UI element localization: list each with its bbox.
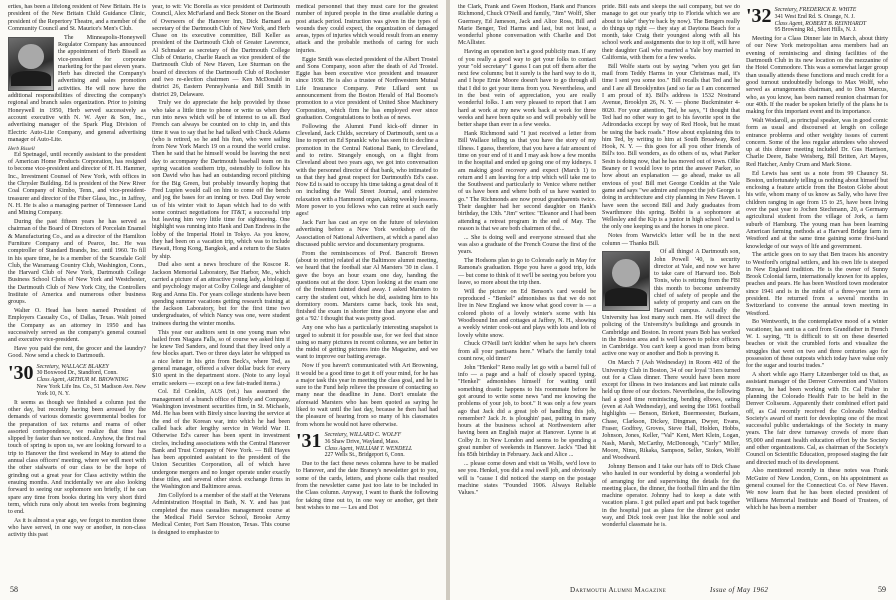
right-page — [450, 0, 896, 600]
running-footer-issue — [710, 586, 768, 594]
paragraph: Hank Richmond said "I just received a letter from Bill Wallace telling us that you have the story of my illness. I guess, therefore, that you have a fair amount of time on your end of it and I may ask how a few months in the hospital and ended up going one of my kidneys. I am making good recovery and expect (March 1) to return and I am leaving for a trip which will take me to the Southwest and particularly to Venice where neither of us have been and where both of us have wanted to go." The Richmonds are now proud grandparents twice. Their daughter had her second daughter on Hank's birthday, the 13th. "Jim" writes: "Eleanor and I had been attending a retreat program in the end of May. The reason is that we are both chairmen of the... — [458, 131, 596, 232]
left-page — [0, 0, 446, 600]
paragraph: A short while ago Harry Litzenberger told us that, as assistant manager of the Denver Convention and Visitors Bureau, he had been working with Dr. Cal Fisher in planning the Colorado Health Fair to be held in the Denver Coliseum. Apparently their combined effort paid off, as Cal recently received the Colorado Medical Society's award of merit for developing one of the most successful public undertakings of the Society in many years. The fair drew turnaway crowds of more than 95,000 and meant health education effort by the Society and other organizations. Cal, as chairman of the Society's Council on Scientific Education, proposed staging the fair and directed much of its development. — [746, 372, 888, 466]
paragraph: Due to the fact these news columns have to be mailed to Hanover, and the date Braney's newsletter got to you, some of the cards, letters, and phone calls that resulted from the newsletter came just too late to be included in the Class column. Anyway, I want to thank the following for taking time out to, in one way or another, get their best wishes to me — Les and Dot — [296, 461, 438, 511]
paragraph: pride. Bill eats and sleeps the sail company, but we do manage to get our yearly trip to Florida which we are about to take" they're back by now). The Bengers really do things up right — they stay at Daytona Beach for a month, take Craig their youngest along with all his school work and assignments due to top it off, will have their daughter Gail who married a Yale boy married in California, with them for a few weeks. — [602, 4, 740, 62]
paragraph: Ed Spetnagel, until recently assistant to the president of American Home Products Corporation, has resigned to become vice-president and director of H. H. Hammer, Inc., Investment Counsel of New York, with offices in the Chrysler Building. Ed is president of the New River Coal Company of Kimbo, Tenn., and vice-president-treasurer and director of the Fiber Glass, Inc., in Jaffrey, N. H. He is also a managing partner of Tennessee Land and Mining Company. — [8, 151, 146, 217]
paragraph: ... She is doing well and everyone stressed that she was also a graduate of the French Course the first of the years. — [458, 234, 596, 256]
class-secretary: Secretary, WILLARD C. WOLFF — [324, 431, 402, 438]
paragraph: Bill Wolfe starts out by saying "when you get fan mail from Teddy Harms in your Christmas mail, it's time I sent you some too." Bill recalls that Ted and he and I are all Brooklynites (and so far as I am concerned I am proud of it). Bill's address is 1532 Nostrand Avenue, Brooklyn 26, N. Y. — phone Buckminster 4-8020. For your attention, Ted, he says, "I thought that Ted had no other way to get to his favorite spot in the Adirondacks except by way of Red Hook, but he must be using the back roads." How about explaining this to him Ted, by writing to him at South Broadway, Red Hook, N. Y. — this goes for all you other friends of Bill's too. Bill wonders, as do others of us, what Parker Sesin is doing now, that he has moved out of town. Ollie Beaney or I would love to print the answer Parker, so how about an explanation — go ahead, make us all envious of you! Bill met George Conklin at the Yale game and says "we admire and respect the job George is doing in architecture and city planning in New Haven. I have seen the second Bill and Judy graduates from Swarthmore this spring. Bobbi is a sophomore at Wellesley and the Kip is a junior in high school "and is the only one keeping us and the horses in one piece. — [602, 63, 740, 231]
paragraph: Of all things! A Dartmouth son, John Powell '40, is security director at Yale, and now we have to take care of Harvard too. Bob Tonis, who is retiring from the FBI this month to become university chief of safety of people and the safety of property and cars on the Harvard campus. Actually the University has lost many such men. He will direct the policing of the University's buildings and grounds in Cambridge and Boston. In recent years Bob has worked in the Boston area and is well known to police officers in Cambridge. You can't keep a good man from being active one way or another and Bob is proving it. — [602, 249, 740, 358]
paragraph: Eggie Smith was elected president of the Albert Trostel and Sons Company, soon after the death of Ad Trostel. Eggie has been executive vice president and treasurer since 1938. He is also a trustee of Northwestern Mutual Life Insurance Company. Pete Lillard sent us announcement from the Boston Herald of Hal Boomo's promotion to a vice president of United Shoe Machinery Corporation, which firm he has employed ever since graduation. Congratulations to both as of news. — [296, 56, 438, 121]
paragraph: Chuck O'Neill isn't kiddin' when he says he's cheers from all your partisans here." What's the family total count now, old timer? — [458, 341, 596, 362]
paragraph: Johnny Benson and I take our hats off to Dick Chase who hauled in our wonderful by doing a wonderful job of arranging for and supervising the details for the meeting place, the dinner, the football film and the film machine operator. Johnny had to keep a date with vacation plans. I got pulled apart and put back together in the hospital just as plans for the dinner got under way, and Dick took over just like the noble soul and wonderful classmate he is. — [602, 463, 740, 529]
paragraph: Dud also sent a news brochure of the Koscoe R. Jackson Memorial Laboratory, Bar Harbor, Me., which carried a picture of an attractive young lady, a biologist, and psychology major at Colby College and daughter of Reg and Anna Eis. For years college students have been spending summer vacations getting research training at the Jackson Laboratory, but for the first time two undergraduates, of which Nancy was one, were student trainees during the winter months. — [152, 262, 290, 327]
paragraph: Truly we do appreciate the help provided by those who take a little time to phone or write us when they run into news which will be of interest to us all. Bud French can always be counted on to chip in, and this time it was to say that he had talked with Chuck Adams (who is retired, so he and his fran, who were sailing from New York March 19 on a round the world cruise. Then he said that he himself would be leaving the next day to accompany the Dartmouth baseball team on its spring vacation southern trip, ostensibly to follow his son David who has had an outstanding record pitching for the Big Green, but probably inwardly hoping that Fred Lupien would call on him to come off the bench and jog the bases for an inning or two. Dud Day wrote us of his winter visit to Japan which had to do with some contract negotiations for IT&T, a successful trip but leaving him very little time for sightseeing. One highlight was running into Hank and Dan Endress in the lobby of the Imperial Hotel in Tokyo. As you know, they had been on a vacation trip, which was to include Hawaii, Hong Kong, Bangkok, and a return to the States by ship. — [152, 100, 290, 260]
photo-caption: Herb Bissell — [8, 145, 35, 152]
paragraph: The Hodsons plan to go to Colorado early in May for Ramona's graduation. Hope you have a good trip, kids — but come to think of it we'll be seeing you before you leave, so more about the trip then. — [458, 258, 596, 286]
class-secretary-address: 341 West End Rd. S. Orange, N. J. — [774, 13, 855, 20]
class-heading-30 — [8, 361, 146, 398]
class-number: '32 — [746, 5, 772, 27]
class-agent: Class Agent, ARTHUR M. BROWNING — [36, 377, 129, 384]
right-column-1 — [458, 4, 596, 570]
class-secretary: Secretary, WALLACE BLAKEY — [36, 363, 109, 370]
paragraph: This year our auditors sent in one young man who hailed from Niagara Falls, so of course we asked him if he knew Ted Sanders, and found that they lived only a few blocks apart. Two or three days later he whipped us a nice letter in his grin from Beck's, where Ted, as general manager, offered a silver dollar buck for every $10 spent in the department store. (Note to any loyal erratic seekers — except on a few fair-traded items.) — [152, 329, 290, 387]
portrait-photo-icon — [8, 37, 54, 91]
left-column-1 — [8, 4, 146, 576]
paragraph: Have you paid the rent, the grocer and the laundry? Good. Now send a check to Dartmouth. — [8, 346, 146, 360]
left-column-2 — [152, 4, 290, 576]
class-number: '31 — [296, 429, 322, 452]
paragraph: Bo Wentworth, in the contemplative mood of a winter vacationer, has sent us a card from Grandfather in French W. I. saying, "It is difficult to sit on these deserted beaches or visit the crumbled forts and visualize the struggles that went on two and three centuries ago for possession of these outposts which today have value only for the sugar and tourist trades." — [746, 319, 888, 370]
paragraph: Following the Alumni Fund kick-off dinner in Cleveland, Jack Childs, secretary of Dartmouth, sent us a line to report on Ed Spranklc who has seen fit to decline a promotion in the Central National Bank, to Cleveland, and to retire. Strangely enough, on a flight from Cleveland about two years ago, we got into conversation with the personnel director of that bank, who intimated to us that they had great respect for Dartmouth's Ed's case. Now Ed is said to occupy his time taking a great deal of it on including the Wall Street Journal, and extensive relaxation with a Hammond organ, taking weekly lessons. More power to you fellows who can retire at such early ages! — [296, 123, 438, 218]
portrait-photo-icon — [602, 251, 650, 311]
paragraph: The article goes on to say that Ben traces his ancestry to Westford's original settlers, and his own life is steeped in New England tradition. He is the owner of Sunny Brook Colonial farm, internationally known for its apples, peaches and pears. He has been Westford town moderator since 1941 and is in the midst of a three-year term as president. He returned from a several months in Switzerland to convene the annual town meeting in Westford. — [746, 252, 888, 317]
paragraph: medical personnel that they must care for the greatest number of injured people in the time available during a post attack period. Instruction was given in the types of wounds they could expect, the organization of damaged areas, types of injuries which would result from an enemy attack and the probable methods of caring for such injuries. — [296, 4, 438, 54]
paragraph: the Clark, Frank and Gwen Hodson, Hank and Frances Richmond, Chuck O'Neill and family, "Jim" Wolff, Sher Guernsey, Ed Jameson, Jack and Alice Ross, Bill and Marie Benger, Ted Harms and last, but not least, a wonderful phone conversation with Charlie and Dot McAllister. — [458, 4, 596, 47]
paragraph: It seems as though we finished a column just the other day, but recently having been aroused by the demands of various domestic governmental bodies for the preparation of tax returns and reams of other assorted corrispondence, we realize that time has slipped by faster than we noticed. Anyhow, the first real touch of spring is upon us, we are looking forward to a trip to Hanover the first weekend in May to attend the annual class officers' meeting, where we will meet with the other stalwarts of our class to be the hope of grinding out a great year for Class activity within the ensuing months. And incidentally we are also looking forward to seeing our sophomore son briefly, if he can spare any time from books during his very short third term, which runs only about ten weeks from beginning to end. — [8, 399, 146, 516]
right-column-2 — [602, 4, 740, 570]
paragraph: Ed Lewis has sent us a note from 99 Chauncy St. Boston, unfortunately telling us nothing about himself but enclosing a feature article from the Boston Globe about his wife, whom many of us know as Sally, who have five children ranging in age from 15 to 25, have been living over the past year to Jochen Stechmann, 20, a Germany agricultural student from the village of Jork, a farm suburb of Hamburg. The young man has been learning American farming methods at a Harvard Bridge farm in Westford and at the same time gaining some first-hand knowledge of our ways of life and government. — [746, 170, 888, 250]
class-agent-address: New York Life Ins. Co., 51 Madison Ave. New York 10, N. Y. — [36, 384, 146, 397]
class-secretary-address: 36 Shaw Drive, Wayland, Mass. — [324, 438, 400, 445]
class-secretary: Secretary, FREDERICK R. WHITE — [774, 7, 857, 13]
paragraph: ... please come down and visit us Wolfs, we'd love to see you. Henkel, you did a real swell job, and obviously will is "cause I did noticed the stamp on the postage machine states "Founded 1906. Always Reliable Values." — [458, 461, 596, 497]
page-number: 58 — [10, 585, 18, 594]
paragraph: Walter O. Head has been named President of Employers Casualty Co., of Dallas, Texas. Walt joined the Company as an attorney in 1950 and has successively served as the company's general counsel and executive vice-president. — [8, 308, 146, 344]
class-agent-address: 227 Wells St., Bridgeport 6, Conn. — [324, 452, 405, 459]
paragraph: From the reminiscences of Prof. Bancroft Brown (about to retire) related at the Baltimore alumni meeting, we heard that the football star Al Marsters '30 in class. I gave the boys an hour exam one day, handing the questions out at the door. Upon looking at the exam one of the freshmen fainted dead away. I asked Marsters to carry the student out, which he did, assisting him to his dormitory room. Marsters came back, took his seat, finished the exam in shorter time than anyone else and got a '92.' I thought that was pretty good. — [296, 250, 438, 323]
paragraph: During the past fifteen years he has served as chairman of the Board of Directors of Porcelain Enamel & Manufacturing Co., and as a director of the Hamilton Furniture Company and of Pearce, Inc. He was comptroller of Standard Brands, Inc. until 1960. To fill in his spare time, he is a member of the Scarsdale Golf Club, the Waramaug Country Club, Washington, Conn., the Harvard Club of New York, Dartmouth College Business School Clubs of New York and Westchester, the Dartmouth Club of New York City, the Controllers Institute of America and numerous other business groups. — [8, 219, 146, 306]
paragraph: Walt Wodaroll, as principal speaker, was in good comic form as usual and discoursed at length on college entrance problems and other weighty issues of current concern. Some of the less regular attendees who showed up at this dinner meeting included Dr. Gus Harrison, Charlie Deere, Babe Weisberg, Bill Britten, Art Mayes, Red Hatcher, Amby Crum and Mark Stone. — [746, 117, 888, 168]
page-number: 59 — [878, 585, 886, 594]
paragraph: erties, has been a lifelong resident of New Britain. He is president of the New Britain Child Guidance Clinic, president of the Repertory Theatre, and a member of the Community Council and St. Maurice's Men's Club. — [8, 4, 146, 32]
issue-date: Issue of May 1962 — [710, 586, 769, 594]
paragraph: Will the picture on Ed Benson's card would be reproduced - "Benkel" admonishes us that we do not live in New England we know what good cover is — a colored photo of a lovely winter's scene with his Woodbound Inn and cottages at Jaffrey, N. H., showing a weekly winter cook-out and plays with lots and lots of lovely white snow. — [458, 288, 596, 339]
paragraph: Col. Ed Conklin, AUS (ret.) has assumed the management of a branch office of Birely and Company, Washington investment securities firm, in St. Michaels, Md. He has been with Birely since leaving the service at the end of the Korean war, into which he had been called back after lengthy service in World War II. Otherwise Ed's career has been spent in investment circles, including associations with the Central Hanover Bank and Trust Company of New York. — Bill Hayes has been appointed assistant to the president of the Union Securities Corporation, all of which have undergone mergers and no longer operate under exactly these titles, and several other stock exchange firms in the Washington and Baltimore areas. — [152, 389, 290, 491]
paragraph: On March 7 (Ash Wednesday) in Room 402 of the University Club in Boston, 34 of our loyal '31ers turned out for a Class dinner. There would have been more except for illness in two instances and last minute calls held up three of our doctors. Nevertheless, the following had a good time reminiscing, bending elbows, eating (even at Ash Wednesday), and seeing the 1961 football highlights — Benson, Birkett, Buermeester, Burkam, Chase, Clarkson, Dickey, Dingman, Dwyer, Evans, Fraser, Godfrey, Groves, Steve Hall, Holden, Hobbs, Johnson, Jones, Keller, "Val" Kent, Mert Klein, Logan, Nash, Marsh, McCarthy, McDonough, "Curly" Miller, Moore, Nims, Rikaka, Sampson, Seller, Stokes, Wolff and Woodward. — [602, 360, 740, 462]
paragraph: The Minneapolis-Honeywell Regulator Company has announced the appointment of Herb Bissell as vice-president for corporate marketing for the past eleven years. Herb has directed the Company's advertising and sales promotion activities. He will now have the additional responsibilities of directing the company's regional and branch sales organization. Prior to joining Honeywell in 1950, Herb served successively as account executive with N. W. Ayer & Son, Inc., advertising manager of the Spark Plug Division of Electric Auto-Lite Company, and general advertising manager of Auto-Lite. — [8, 34, 146, 143]
paragraph: Jim Collyford is a member of the staff at the Veterans Administration Hospital in Bath, N. Y. and has just completed the mass casualties management course at the Medical Field Service School, Brooke Army Medical Center, Fort Sam Houston, Texas. This course is designed to emphasize to — [152, 493, 290, 536]
paragraph: year, to wit: Vic Borella as vice president of Dartmouth Council, Alex McFarland and Beck Stoner on the Board of Overseers of the Hanover Inn, Dick Barnard as secretary of the Dartmouth Club of New York, and Herb Chase on its executive committee, Bill Keller as president of the Dartmouth Club of Greater Lawrence, Al Schmaker as secretary of the Dartmouth College Club of Ontario, Charlie Rauch as vice president of the Dartmouth Club of New Haven, Lee Sturman on the board of directors of the Dartmouth Club of Rochester and two re-election chairmen — Ken McDonald in district 26, Eastern Pennsylvania and Bill Smith in district 29, Delaware. — [152, 4, 290, 98]
paragraph: John "Henkel" Reno really let go with a barrel full of info — a page and a half of closely spaced typing. "Henkel" admonishes himself for waiting until something drastic happens to his roommate before he got around to write some news "and me knowing the problems of your job, to boot." It was only a few years ago that Jack did a great job of handling this job, remember? Jack Jr. is ploughin' past, putting in many hours at the business school at Northwestern after having been an English major at Hanover. Lynne is at Colby Jr. in New London and seems to be spending a great number of weekends in Hanover. Jack's "Dad hit his 85th birthday in February. Jack and Alice ... — [458, 364, 596, 459]
class-agent-address: 95 Browning Rd., Short Hills, N. J. — [774, 27, 857, 34]
class-number: '30 — [8, 361, 34, 384]
paragraph: Notes from Warwick's letter will be in the next column — Thanks Bill. — [602, 233, 740, 247]
class-heading-32 — [746, 7, 888, 34]
running-footer — [570, 586, 666, 594]
journal-title: Dartmouth Alumni Magazine — [570, 586, 667, 594]
paragraph: Jack Farr has cast an eye on the future of television advertising before a New York workshop of the Association of National Advertisers, at which a panel also discussed public service and documentary programs. — [296, 220, 438, 248]
paragraph: Now if you haven't communicated with Art Browning, it would be a good time to get it off your mind, for he has a major task this year in meeting the class goal, and he is sure to the Fund help relieve the pressure of contacting so many near the deadline in June. Don't emulate the aforesaid Marsters who has been quoted as saying he liked to wait until the last day, because he then had had the pleasure of hearing from so many of his classmates from whom he would not have otherwise. — [296, 363, 438, 428]
class-secretary-address: 30 Boxwood Dr., Standford, Conn. — [36, 370, 118, 377]
class-heading-31 — [296, 429, 438, 459]
class-agent: Class Agent, WILLIAM T. WENDELL — [324, 445, 413, 452]
class-agent: Class Agent, ROBERT B. REINHARDT — [774, 20, 867, 27]
left-column-3 — [296, 4, 438, 576]
paragraph: As it is almost a year ago, we forgot to mention those who have served, in one way or another, in non-class activity this past — [8, 517, 146, 539]
paragraph: Also mentioned recently in these notes was Frank McGuire of New London, Conn., on his appointment as general counsel for the Connecticut Co. of New Haven. We now learn that he has been elected president of Williams Memorial Institute and Board of Trustees, of which he has been a member — [746, 468, 888, 511]
paragraph: Meeting for a Class Dinner late in March, about thirty of our New York metropolitan area members had an evening of reminiscing and dining facilities of the Dartmouth Club in its new location on the mezzanine of the Hotel Commodore. This was a somewhat larger group than usually attends these functions and much credit for a good turnout undoubtedly belongs to Max Wolff, who served as arrangements chairman, and to Don Marcus, who, as you know, has been named reunion chairman for our 40th. If the reader be spoken briefly of the plans he is making for this important event and its importance. — [746, 36, 888, 116]
paragraph: Any one who has a particularly interesting snapshot is urged to submit it for possible use, for we feel that since using so many pictures in recent columns, we are better in the midst of getting pictures into the Magazine, and we want to improve our batting average. — [296, 325, 438, 361]
right-column-3 — [746, 4, 888, 570]
paragraph: Having an operation isn't a good publicity man. If any of you really a good way to get your folks to contact your "old secretary" I guess I can put off them after the next few columns; but it surely is the hard way to do it, and I hope Ernie Moore doesn't have to go through all that I did to get your items from you. Nevertheless, and in the best vein of appreciation, you are really wonderful folks. I am very pleased to report that I am hard at work at my new work back at work for three weeks and have been quite so and will probably will be better shape than ever in a few weeks. — [458, 49, 596, 129]
